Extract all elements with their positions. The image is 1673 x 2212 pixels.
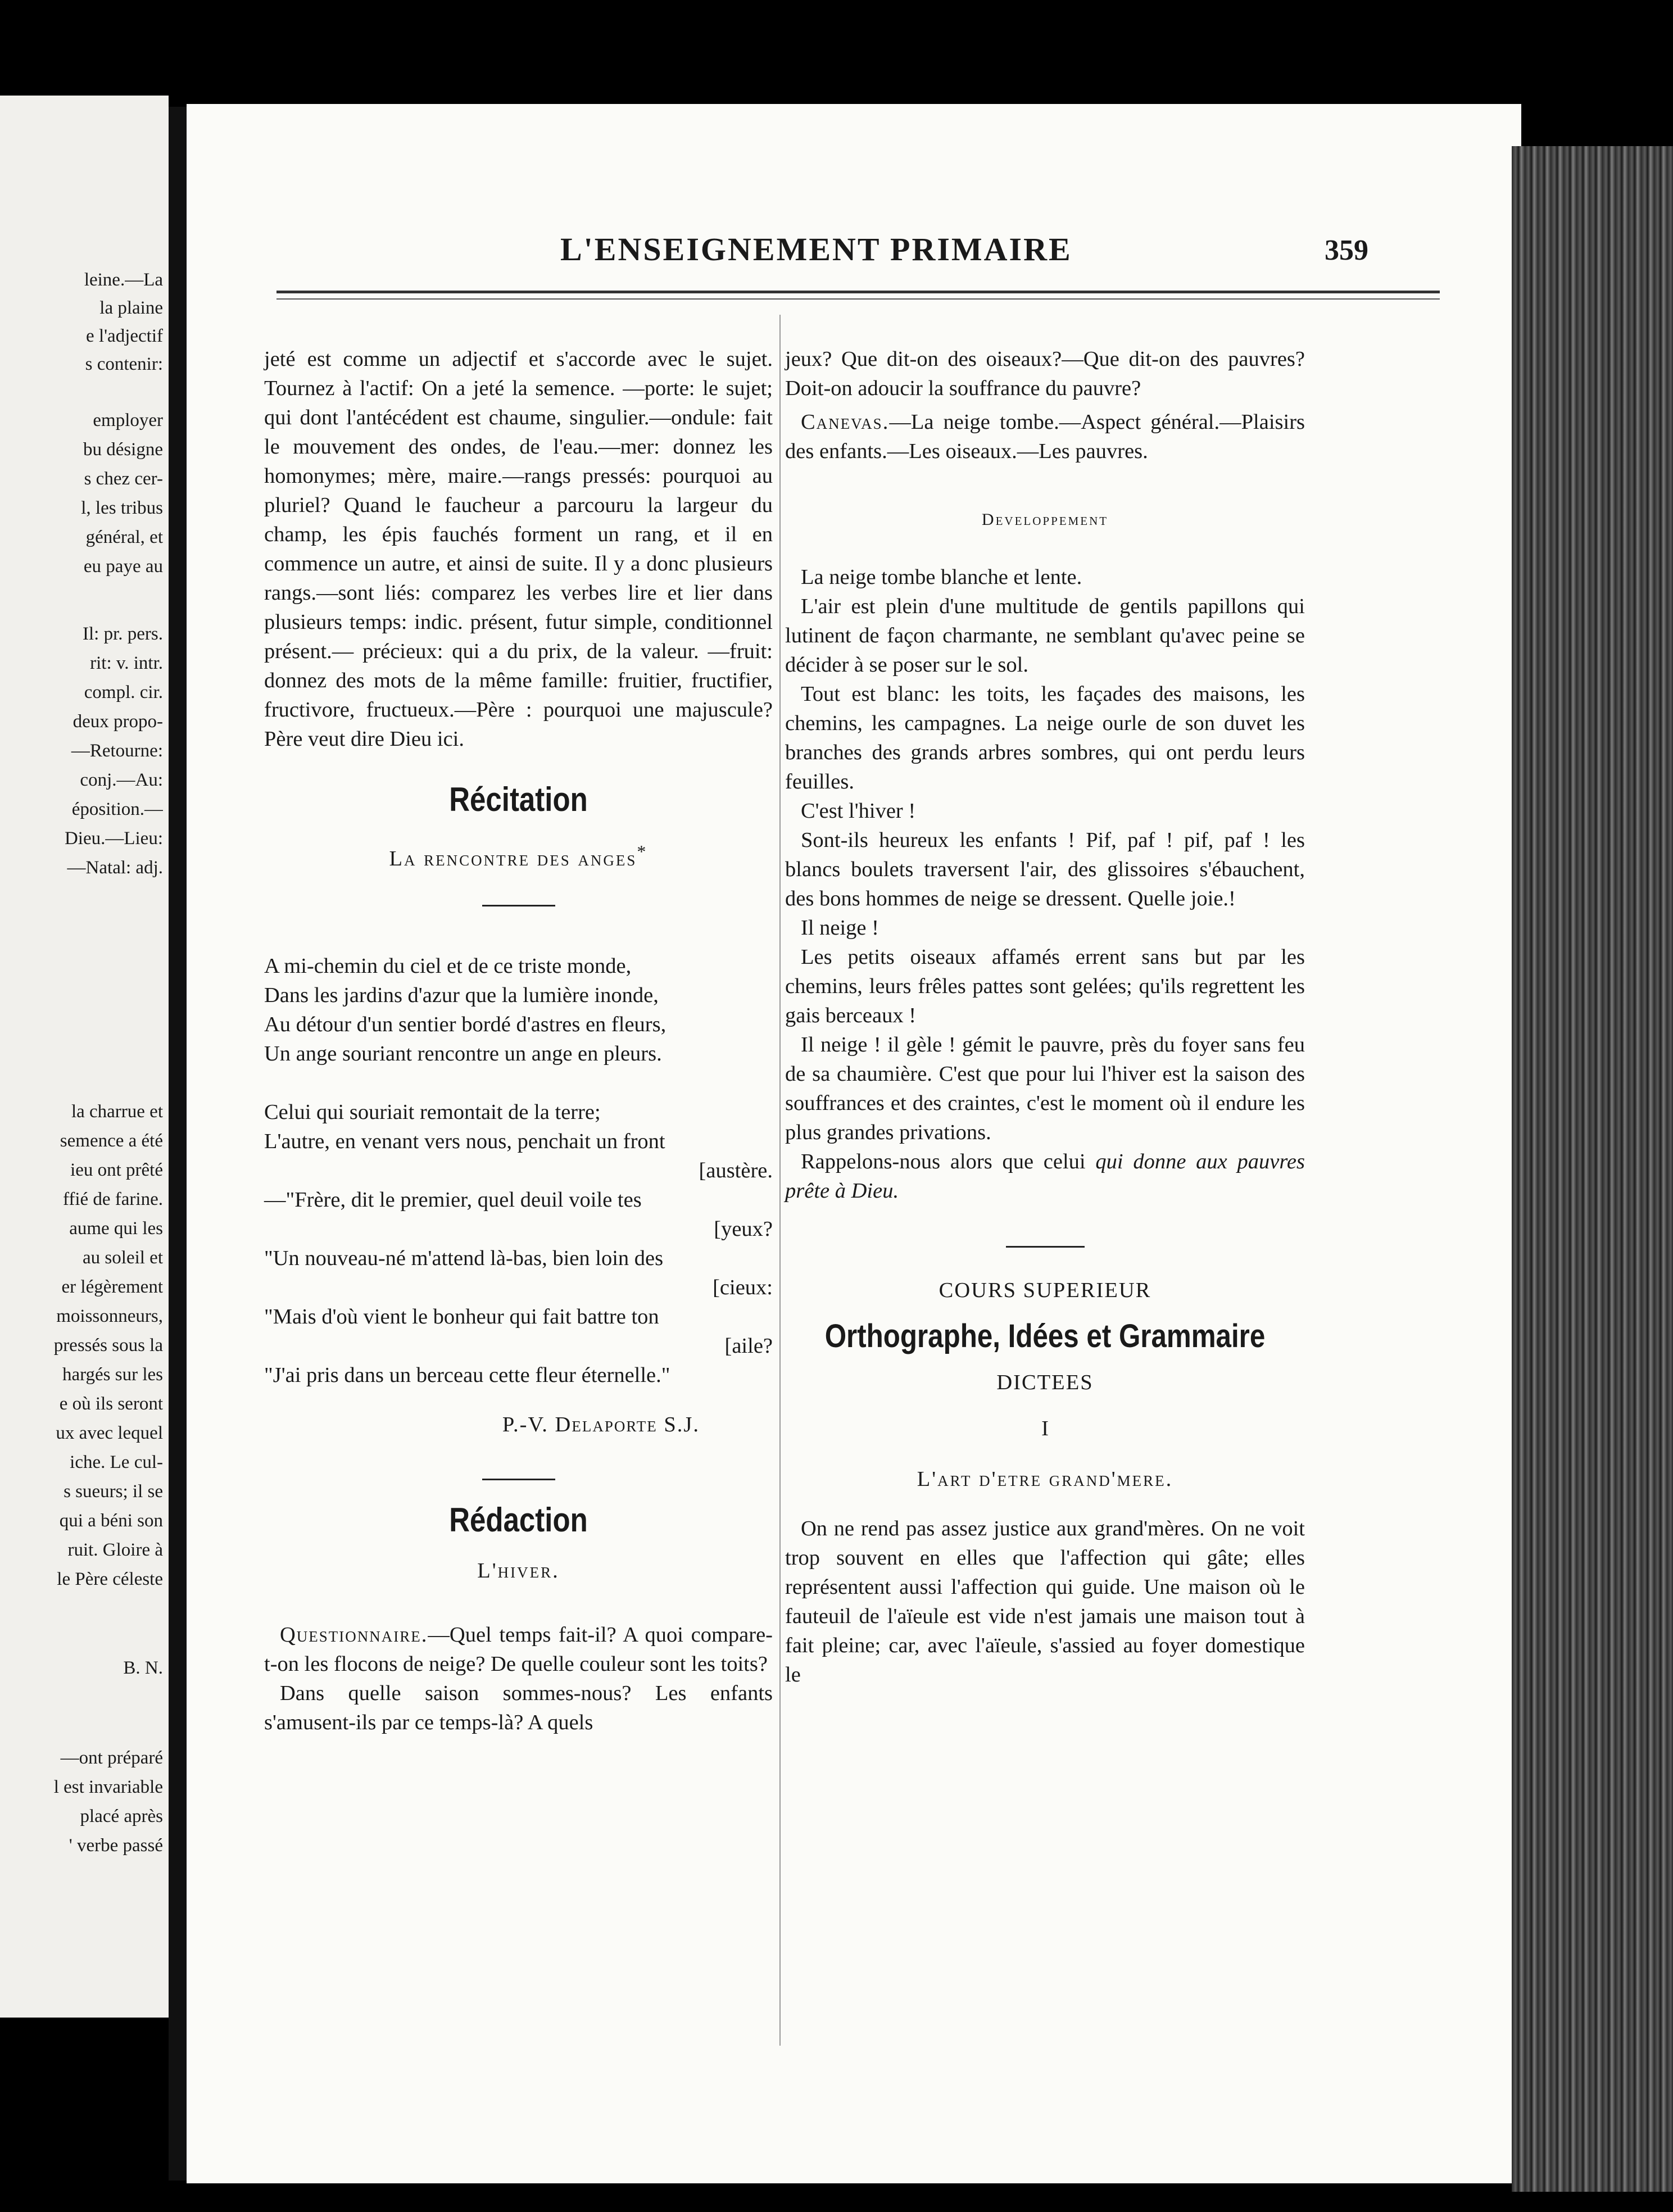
right-column [785,345,1305,1689]
left-page-line: la plaine [99,298,163,318]
developpement-paragraph: Il neige ! [801,916,879,940]
poem-line: Dans les jardins d'azur que la lumière inonde, [264,983,659,1007]
left-page-line: au soleil et [83,1248,163,1268]
left-page-line: le Père céleste [57,1569,163,1589]
left-page-line: général, et [85,527,163,547]
poem-line: Au détour d'un sentier bordé d'astres en fleurs, [264,1012,667,1036]
left-page-line: leine.—La [84,270,163,290]
developpement-paragraph: Les petits oiseaux affamés errent sans but par les chemins, leurs frêles pattes sont gelées; qu'ils regrettent les gais berceaux ! [785,945,1305,1027]
dictees-heading: DICTEES [996,1371,1094,1394]
page-number: 359 [1325,234,1368,266]
left-page-line: eu paye au [83,556,163,577]
header-rule [276,291,1440,293]
poem-line: —"Frère, dit le premier, quel deuil voile tes [264,1187,642,1212]
left-page-line: placé après [80,1806,163,1826]
redaction-heading: Rédaction [449,1501,588,1539]
left-page-line: —ont préparé [60,1748,163,1768]
questionnaire-paragraph: Questionnaire.—Quel temps fait-il? A quoi compare-t-on les flocons de neige? De quelle couleur sont les toits? [264,1622,773,1676]
dictee-title: L'art d'etre grand'mere. [917,1467,1173,1491]
poem-line: [austère. [699,1158,773,1182]
poem-line: "J'ai pris dans un berceau cette fleur éternelle." [264,1363,670,1387]
left-page-line: s chez cer- [84,469,163,489]
developpement-heading: Developpement [981,510,1109,529]
left-page-line: deux propo- [72,711,163,732]
poem-line: "Mais d'où vient le bonheur qui fait battre ton [264,1304,659,1329]
developpement-paragraph: L'air est plein d'une multitude de gentils papillons qui lutinent de façon charmante, ne semblant qu'avec peine se décider à se poser sur le sol. [785,595,1305,677]
developpement-text [785,563,1305,1147]
poem-line: A mi-chemin du ciel et de ce triste monde, [264,954,632,978]
final-paragraph: Rappelons-nous alors que celui qui donne aux pauvres prête à Dieu. [785,1150,1305,1203]
ortho-heading: Orthographe, Idées et Grammaire [824,1318,1266,1354]
poem-line: "Un nouveau-né m'attend là-bas, bien loin des [264,1246,664,1270]
poem-line: Celui qui souriait remontait de la terre; [264,1100,601,1124]
poem-asterisk: * [637,841,648,862]
poem-line: [yeux? [714,1217,773,1241]
poem-title: La rencontre des anges* [389,841,648,871]
poem-line: Un ange souriant rencontre un ange en pleurs. [264,1041,662,1066]
left-page-line: ruit. Gloire à [67,1540,163,1560]
left-page-line: ' verbe passé [69,1835,163,1856]
left-page-line: employer [93,410,163,430]
left-page-line: conj.—Au: [80,770,163,790]
left-page-line: —Natal: adj. [67,858,163,878]
column-separator [779,315,781,2046]
running-title: L'ENSEIGNEMENT PRIMAIRE [560,231,1072,268]
developpement-paragraph: C'est l'hiver ! [801,799,916,823]
left-page-line: semence a été [60,1131,163,1151]
left-page-line: moissonneurs, [56,1306,163,1326]
poem-line: L'autre, en venant vers nous, penchait un front [264,1129,665,1153]
book-edge [1512,146,1673,2192]
poem-signature: P.-V. Delaporte S.J. [502,1412,700,1436]
left-page-line: bu désigne [83,439,163,460]
developpement-paragraph: Il neige ! il gèle ! gémit le pauvre, près du foyer sans feu de sa chaumière. C'est que pour lui l'hiver est la saison des souffrances et des craintes, c'est le moment où il endure les plus grandes privations. [785,1033,1305,1144]
left-page-line: rit: v. intr. [90,653,163,673]
poem [264,951,773,1390]
left-page-line: ffié de farine. [62,1189,163,1209]
left-page-line: e où ils seront [59,1394,163,1414]
left-page-line: e l'adjectif [86,326,163,346]
canevas-paragraph: Canevas.—La neige tombe.—Aspect général.—Plaisirs des enfants.—Les oiseaux.—Les pauvres. [785,410,1305,463]
left-page-line: qui a béni son [59,1511,163,1531]
left-page-line: la charrue et [71,1102,163,1122]
left-page-line: —Retourne: [71,741,163,761]
page [187,104,1521,2183]
left-page-line: s contenir: [85,354,163,374]
left-page-line: l est invariable [53,1777,163,1797]
left-page-line: ux avec lequel [56,1423,163,1443]
left-page-line: ieu ont prêté [70,1160,163,1180]
dictee-text: On ne rend pas assez justice aux grand'mères. On ne voit trop souvent en elles que l'affection qui gâte; elles représentent aussi l'affection qui guide. Une maison où le fauteuil de l'aïeule est vide n'est jamais une maison tout à fait pleine; car, avec l'aïeule, s'assied au foyer domestique le [785,1517,1305,1687]
grammar-notes: jeté est comme un adjectif et s'accorde avec le sujet. Tournez à l'actif: On a jeté la semence. —porte: le sujet; qui dont l'antécédent est chaume, singulier.—ondule: fait le mouvement des ondes, de l'eau.—mer: donnez les homonymes; mère, maire.—rangs pressés: pourquoi au pluriel? Quand le faucheur a parcouru la largeur du champ, les épis fauchés forment un rang, et il en commence un autre, et ainsi de suite. Il y a donc plusieurs rangs.—sont liés: comparez les verbes lire et lier dans plusieurs temps: indic. présent, futur simple, conditionnel présent.— précieux: qui a du prix, de la valeur. —fruit: donnez des mots de la même famille: fruitier, fructifier, fructivore, fructueux.—Père : pourquoi une majuscule? Père veut dire Dieu ici. [264,347,773,751]
left-page-line: l, les tribus [81,498,163,518]
questionnaire-continuation: jeux? Que dit-on des oiseaux?—Que dit-on des pauvres? Doit-on adoucir la souffrance du pauvre? [785,347,1305,400]
left-column [264,345,773,1737]
recitation-heading: Récitation [449,781,588,818]
left-page-line: s sueurs; il se [64,1481,163,1502]
left-page-line: B. N. [123,1658,163,1678]
running-header [187,230,1521,275]
book-gutter [169,107,189,2181]
left-page-line: iche. Le cul- [70,1452,163,1472]
left-page-fragment [0,96,169,2018]
cours-heading: COURS SUPERIEUR [938,1279,1151,1302]
left-page-line: aume qui les [69,1218,163,1239]
poem-line: [cieux: [713,1275,773,1299]
roman-numeral: I [1041,1417,1049,1440]
left-page-line: hargés sur les [62,1365,163,1385]
left-page-line: éposition.— [71,799,163,819]
left-page-line: compl. cir. [84,682,163,702]
left-page-line: Dieu.—Lieu: [64,828,163,849]
redaction-subtitle: L'hiver. [477,1558,560,1583]
developpement-paragraph: La neige tombe blanche et lente. [801,565,1082,589]
left-page-line: er légèrement [61,1277,163,1297]
poem-line: [aile? [724,1334,773,1358]
header-rule-thin [276,298,1440,300]
left-page-line: pressés sous la [53,1335,163,1356]
developpement-paragraph: Sont-ils heureux les enfants ! Pif, paf ! pif, paf ! les blancs boulets traversent l'air, des glissoires s'ébauchent, des bons hommes de neige se dressent. Quelle joie.! [785,828,1305,910]
left-page-line: Il: pr. pers. [83,624,163,644]
questionnaire-paragraph-2: Dans quelle saison sommes-nous? Les enfants s'amusent-ils par ce temps-là? A quels [264,1681,773,1734]
poem-line [264,1068,773,1098]
developpement-paragraph: Tout est blanc: les toits, les façades des maisons, les chemins, les campagnes. La neige ourle de son duvet les branches des grands arbres sombres, qui ont perdu leurs feuilles. [785,682,1305,794]
